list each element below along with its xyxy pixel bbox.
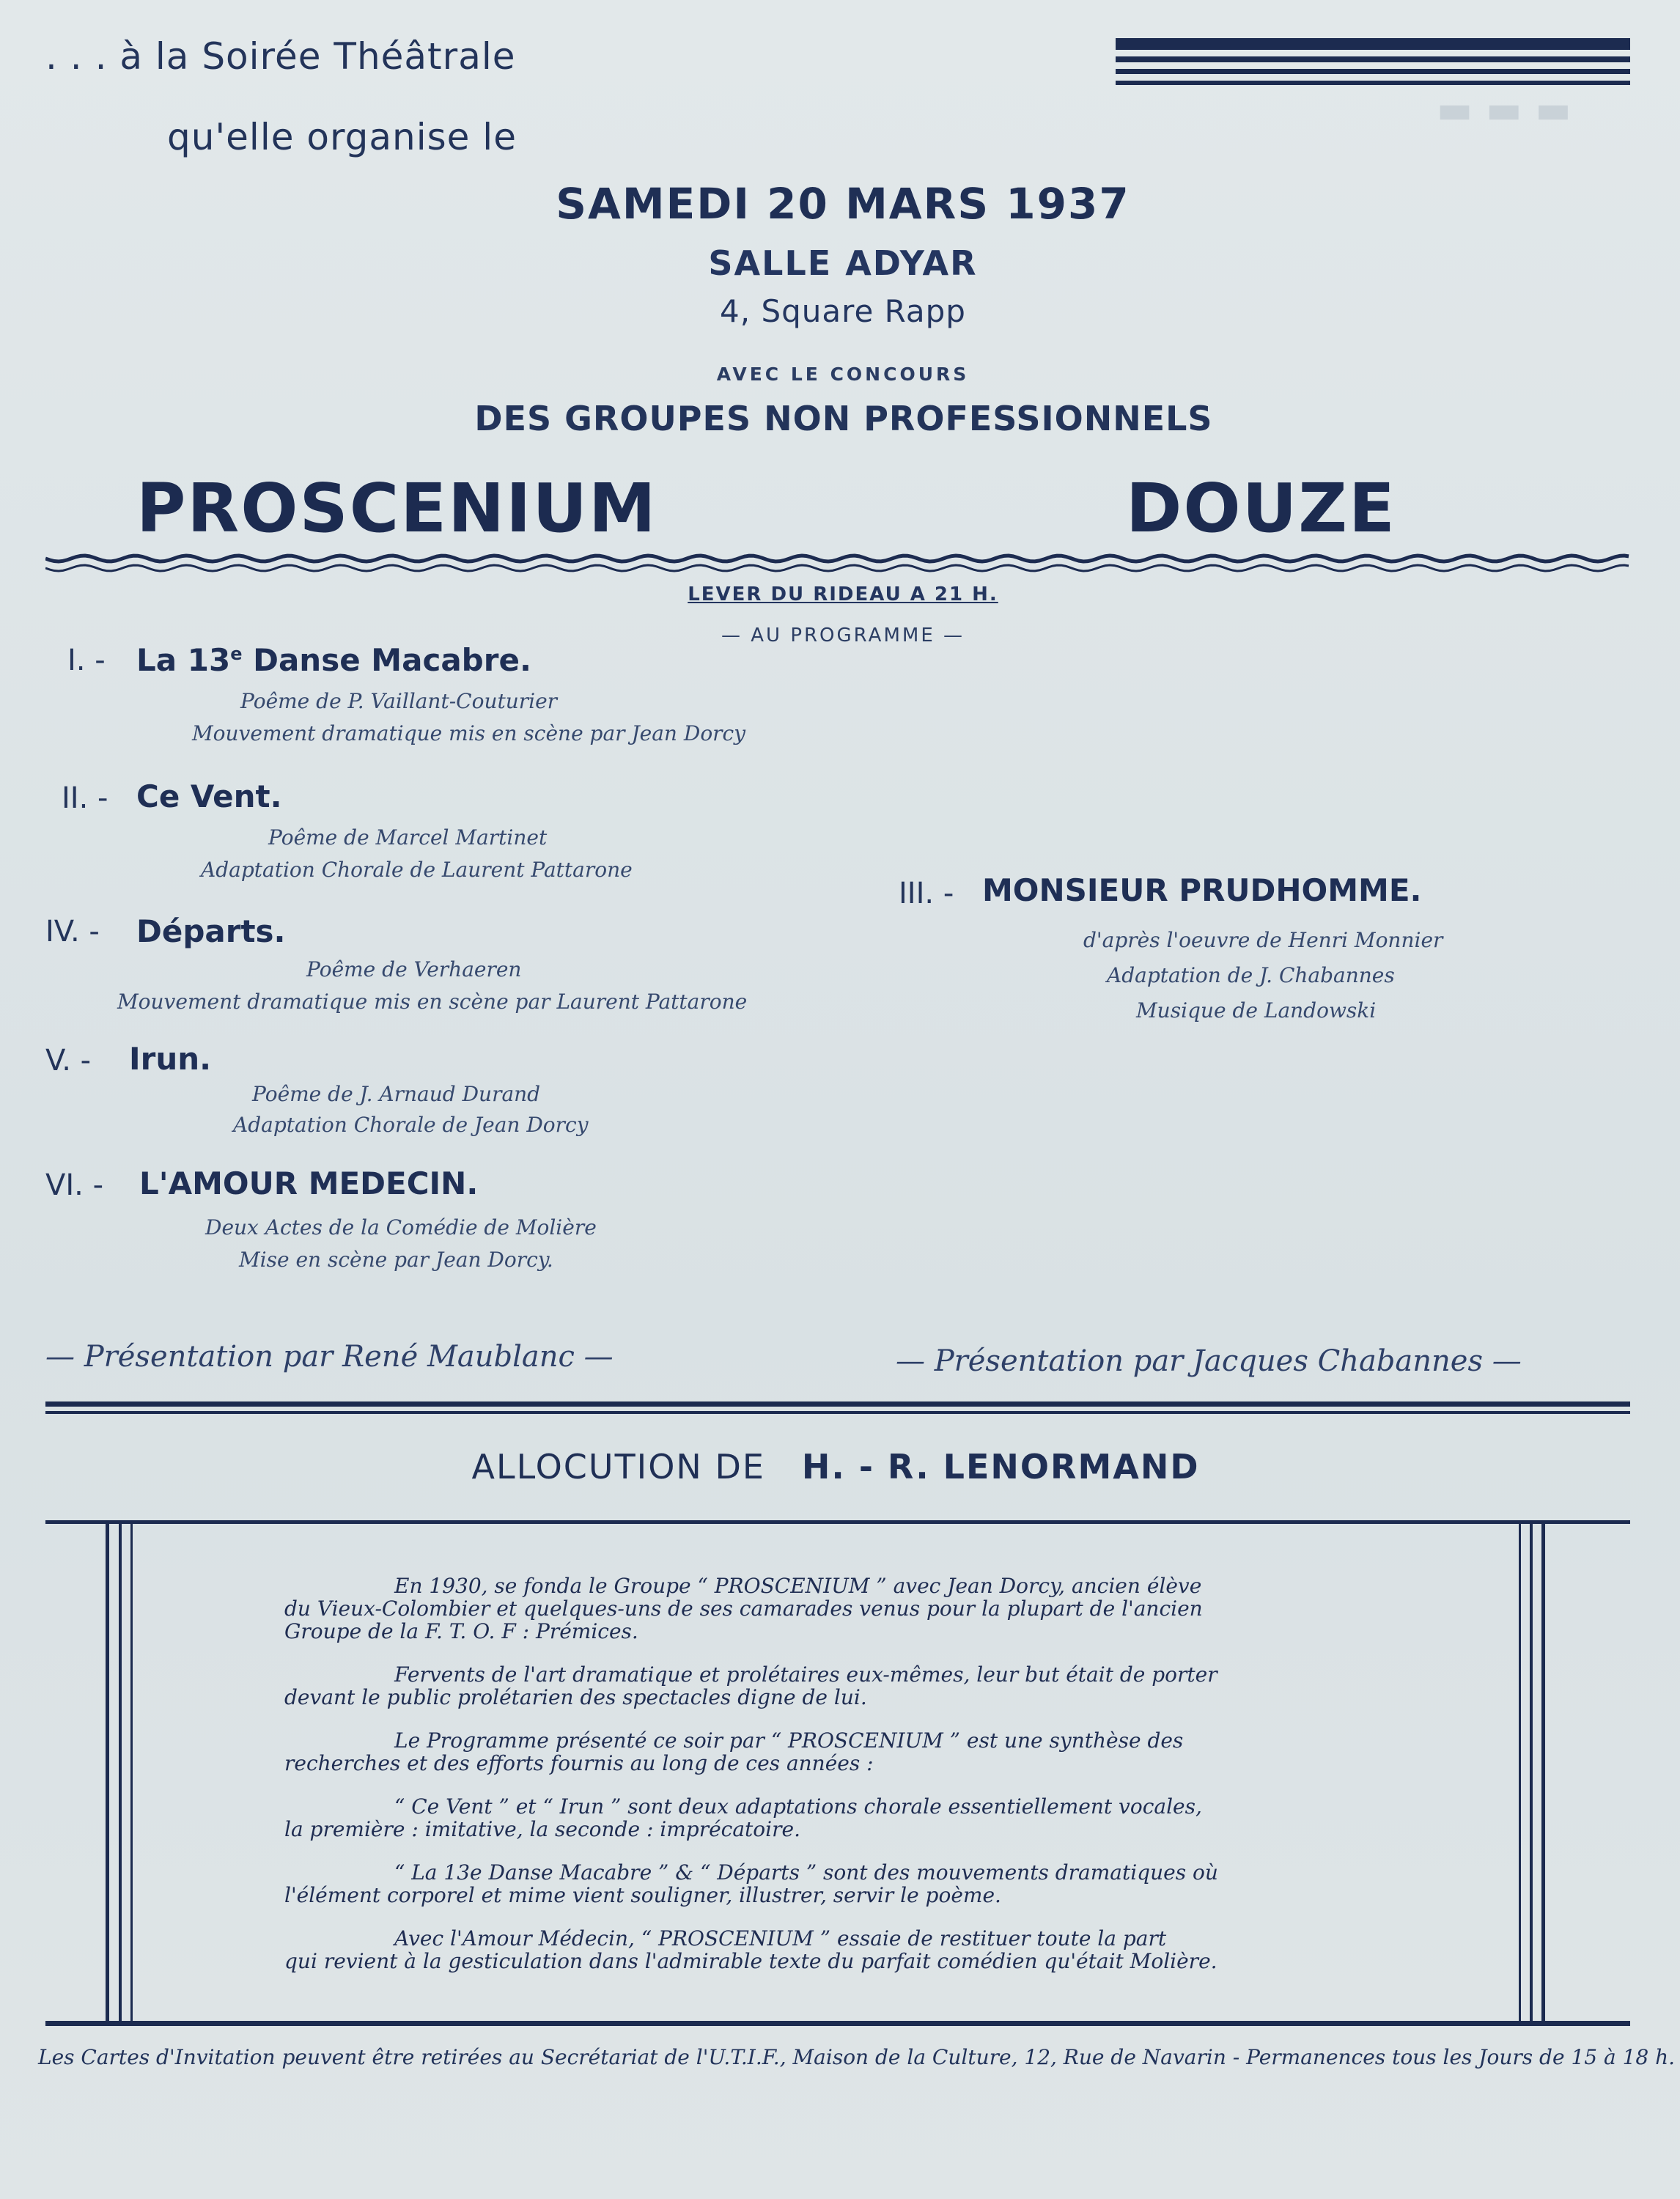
item-credit: Mouvement dramatique mis en scène par Laurent Pattarone — [117, 990, 748, 1014]
item-credit: Adaptation de J. Chabannes — [1107, 963, 1395, 987]
item-credit: Deux Actes de la Comédie de Molière — [205, 1215, 597, 1240]
history-text — [284, 1574, 1399, 1973]
avec-le-concours: AVEC LE CONCOURS — [716, 364, 970, 385]
text-line: “ Ce Vent ” et “ Irun ” sont deux adaptations chorale essentiellement vocales, — [394, 1794, 1202, 1819]
event-date: SAMEDI 20 MARS 1937 — [556, 179, 1130, 229]
item-number: III. - — [899, 877, 954, 910]
group-name-proscenium: PROSCENIUM — [136, 469, 657, 548]
venue-name: SALLE ADYAR — [708, 243, 978, 283]
presentation-right: — Présentation par Jacques Chabannes — — [896, 1344, 1522, 1378]
curtain-time: LEVER DU RIDEAU A 21 H. — [688, 583, 998, 605]
text-line: du Vieux-Colombier et quelques-uns de ses camarades venus pour la plupart de l'ancien — [284, 1596, 1203, 1621]
item-number: IV. - — [45, 915, 100, 949]
text-line: recherches et des efforts fournis au long de ces années : — [284, 1751, 874, 1775]
venue-address: 4, Square Rapp — [720, 293, 966, 329]
item-title: Irun. — [129, 1041, 212, 1077]
double-rule — [45, 1401, 1630, 1414]
item-credit: Poême de Marcel Martinet — [268, 825, 548, 850]
text-line: Avec l'Amour Médecin, “ PROSCENIUM ” essaie de restituer toute la part — [394, 1926, 1167, 1951]
presentation-left: — Présentation par René Maublanc — — [45, 1340, 614, 1374]
item-credit: Adaptation Chorale de Jean Dorcy — [233, 1113, 589, 1137]
group-name-douze: DOUZE — [1126, 469, 1396, 548]
text-line: “ La 13e Danse Macabre ” & “ Départs ” sont des mouvements dramatiques où — [394, 1860, 1218, 1885]
text-line: Le Programme présenté ce soir par “ PROSCENIUM ” est une synthèse des — [394, 1728, 1184, 1753]
text-line: l'élément corporel et mime vient souligner, illustrer, servir le poème. — [284, 1883, 1001, 1907]
item-credit: d'après l'oeuvre de Henri Monnier — [1083, 928, 1443, 952]
item-credit: Poême de Verhaeren — [306, 957, 522, 981]
item-title: La 13e Danse Macabre. — [136, 642, 531, 678]
item-number: I. - — [67, 644, 106, 677]
item-credit: Poême de J. Arnaud Durand — [252, 1082, 541, 1106]
item-title: MONSIEUR PRUDHOMME. — [982, 872, 1422, 908]
allocution-prefix: ALLOCUTION DE — [471, 1447, 765, 1487]
groupes-line: DES GROUPES NON PROFESSIONNELS — [474, 399, 1213, 438]
item-title: Ce Vent. — [136, 778, 282, 814]
text-line: En 1930, se fonda le Groupe “ PROSCENIUM ” avec Jean Dorcy, ancien élève — [394, 1574, 1202, 1598]
text-line: Groupe de la F. T. O. F : Prémices. — [284, 1619, 638, 1643]
item-credit: Mise en scène par Jean Dorcy. — [239, 1248, 553, 1272]
stripe-decoration — [1116, 38, 1630, 85]
item-credit: Musique de Landowski — [1136, 998, 1377, 1023]
item-number: V. - — [45, 1044, 92, 1078]
item-title: Départs. — [136, 913, 286, 949]
item-credit: Mouvement dramatique mis en scène par Jean Dorcy — [192, 721, 746, 745]
item-title: L'AMOUR MEDECIN. — [139, 1165, 479, 1201]
bleed-through-text: ▬ ▬ ▬ — [1437, 88, 1572, 132]
text-line: la première : imitative, la seconde : imprécatoire. — [284, 1817, 800, 1841]
allocution-speaker: H. - R. LENORMAND — [801, 1447, 1200, 1487]
item-number: II. - — [62, 781, 108, 815]
au-programme: — AU PROGRAMME — — [721, 625, 965, 647]
text-line: Fervents de l'art dramatique et prolétaires eux-mêmes, leur but était de porter — [394, 1662, 1217, 1687]
header-line-1: . . . à la Soirée Théâtrale — [45, 35, 516, 78]
item-credit: Poême de P. Vaillant-Couturier — [240, 689, 558, 713]
wavy-divider — [45, 548, 1630, 579]
text-line: qui revient à la gesticulation dans l'admirable texte du parfait comédien qu'était Molière. — [284, 1949, 1217, 1973]
footer-note: Les Cartes d'Invitation peuvent être retirées au Secrétariat de l'U.T.I.F., Maison de la Culture, 12, Rue de Navarin - Permanences tous les Jours de 15 à 18 h. — [38, 2045, 1676, 2069]
item-credit: Adaptation Chorale de Laurent Pattarone — [201, 858, 633, 882]
item-number: VI. - — [45, 1168, 104, 1202]
header-line-2: qu'elle organise le — [167, 116, 517, 158]
allocution-heading — [147, 1447, 1525, 1487]
text-line: devant le public prolétarien des spectacles digne de lui. — [284, 1685, 867, 1709]
